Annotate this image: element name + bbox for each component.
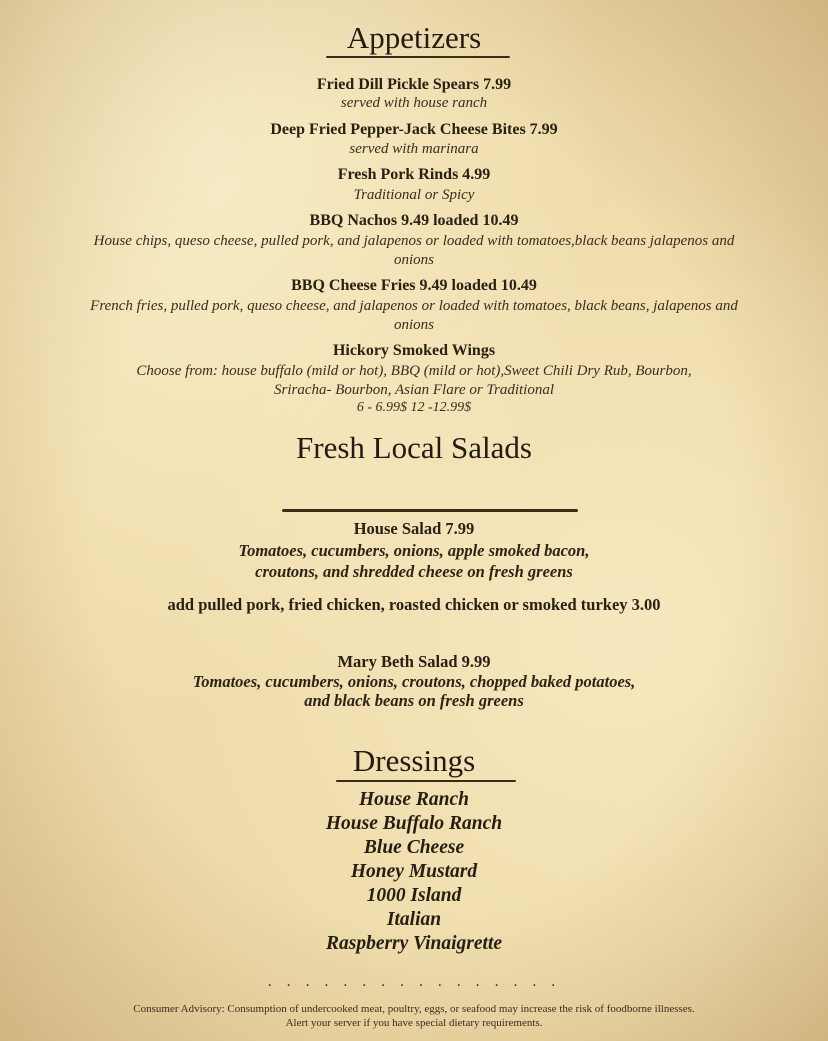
menu-item-name: Hickory Smoked Wings	[332, 342, 496, 359]
consumer-advisory-note: Alert your server if you have special dietary requirements.	[285, 1017, 543, 1029]
menu-item-desc: served with marinara	[349, 141, 479, 157]
salads-heading: Fresh Local Salads	[296, 430, 532, 465]
dressing-item: 1000 Island	[366, 885, 462, 906]
menu-item-name: Deep Fried Pepper-Jack Cheese Bites 7.99	[270, 121, 558, 138]
consumer-advisory: Consumer Advisory: Consumption of undercooked meat, poultry, eggs, or seafood may increase the risk of foodborne illnesses.	[133, 1003, 695, 1015]
house-salad-desc: Tomatoes, cucumbers, onions, apple smoked bacon,	[238, 541, 590, 560]
dressing-item: House Ranch	[359, 789, 469, 810]
dressing-item: Raspberry Vinaigrette	[325, 933, 503, 954]
salads-divider	[282, 509, 578, 512]
dressings-underline	[336, 780, 516, 782]
mary-beth-salad-name: Mary Beth Salad 9.99	[337, 652, 491, 671]
menu-item-name: Fried Dill Pickle Spears 7.99	[316, 76, 512, 93]
dressing-item: Honey Mustard	[350, 861, 478, 882]
menu-item-desc: French fries, pulled pork, queso cheese, and jalapenos or loaded with tomatoes, black beans, jalapenos and	[90, 298, 738, 314]
menu-item-desc: Choose from: house buffalo (mild or hot), BBQ (mild or hot),Sweet Chili Dry Rub, Bourbon,	[136, 363, 692, 379]
dressing-item: House Buffalo Ranch	[325, 813, 503, 834]
appetizers-underline	[326, 56, 510, 58]
menu-item-name: BBQ Cheese Fries 9.49 loaded 10.49	[291, 277, 537, 294]
menu-item-desc: House chips, queso cheese, pulled pork, and jalapenos or loaded with tomatoes,black beans jalapenos and	[93, 233, 735, 249]
mary-beth-salad-desc: Tomatoes, cucumbers, onions, croutons, chopped baked potatoes,	[192, 672, 636, 691]
dressing-item: Italian	[386, 909, 442, 930]
house-salad-desc: croutons, and shredded cheese on fresh greens	[255, 562, 573, 581]
menu-item-name: Fresh Pork Rinds 4.99	[337, 166, 491, 183]
mary-beth-salad-desc: and black beans on fresh greens	[304, 691, 524, 710]
menu-item-desc: Traditional or Spicy	[353, 187, 475, 203]
dressing-item: Blue Cheese	[363, 837, 465, 858]
menu-item-name: BBQ Nachos 9.49 loaded 10.49	[309, 212, 519, 229]
menu-item-price-options: 6 - 6.99$ 12 -12.99$	[356, 400, 472, 415]
dressings-heading: Dressings	[352, 743, 476, 778]
menu-item-desc: served with house ranch	[340, 95, 488, 111]
salad-addon: add pulled pork, fried chicken, roasted chicken or smoked turkey 3.00	[167, 595, 661, 614]
dotted-divider: . . . . . . . . . . . . . . . .	[267, 974, 561, 990]
menu-item-desc: onions	[393, 317, 434, 333]
menu-item-desc: Sriracha- Bourbon, Asian Flare or Traditional	[273, 382, 555, 398]
house-salad-name: House Salad 7.99	[353, 519, 475, 538]
menu-item-desc: onions	[393, 252, 434, 268]
appetizers-heading: Appetizers	[346, 20, 482, 55]
